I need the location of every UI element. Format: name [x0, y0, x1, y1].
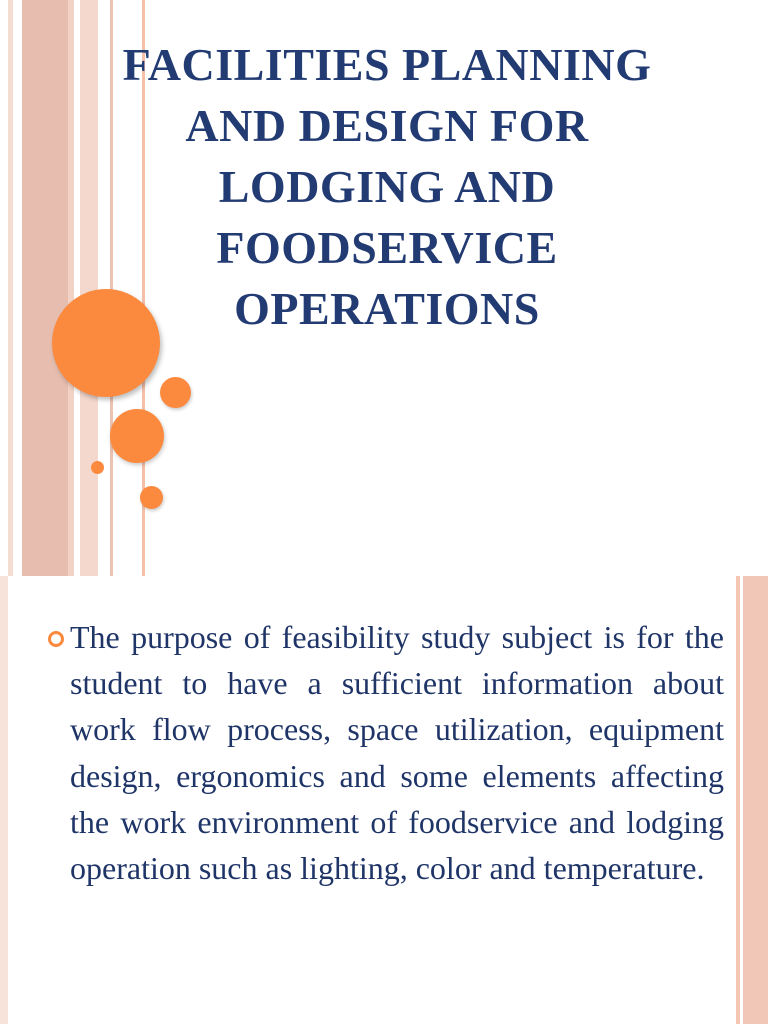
bullet-item	[44, 614, 724, 891]
circle-bullet-icon	[48, 631, 64, 647]
decor-circle-small	[160, 377, 191, 408]
decor-stripe	[743, 576, 768, 1024]
decor-stripe	[8, 0, 13, 576]
decor-circle-tiny	[91, 461, 104, 474]
decor-stripe	[68, 0, 74, 576]
decor-circle-small	[140, 486, 163, 509]
decor-stripe	[22, 0, 68, 576]
decor-circle-medium	[110, 409, 164, 463]
decor-stripe	[0, 576, 8, 1024]
content-slide	[0, 576, 768, 1024]
bullet-text: The purpose of feasibility study subject is for the student to have a sufficient information about work flow process, space utilization, equipment design, ergonomics and some elements affecting the work environment of foodservice and lodging operation such as lighting, color and temperature.	[70, 619, 724, 887]
decor-stripe	[736, 576, 740, 1024]
slide-title: FACILITIES PLANNING AND DESIGN FOR LODGING AND FOODSERVICE OPERATIONS	[122, 39, 652, 334]
